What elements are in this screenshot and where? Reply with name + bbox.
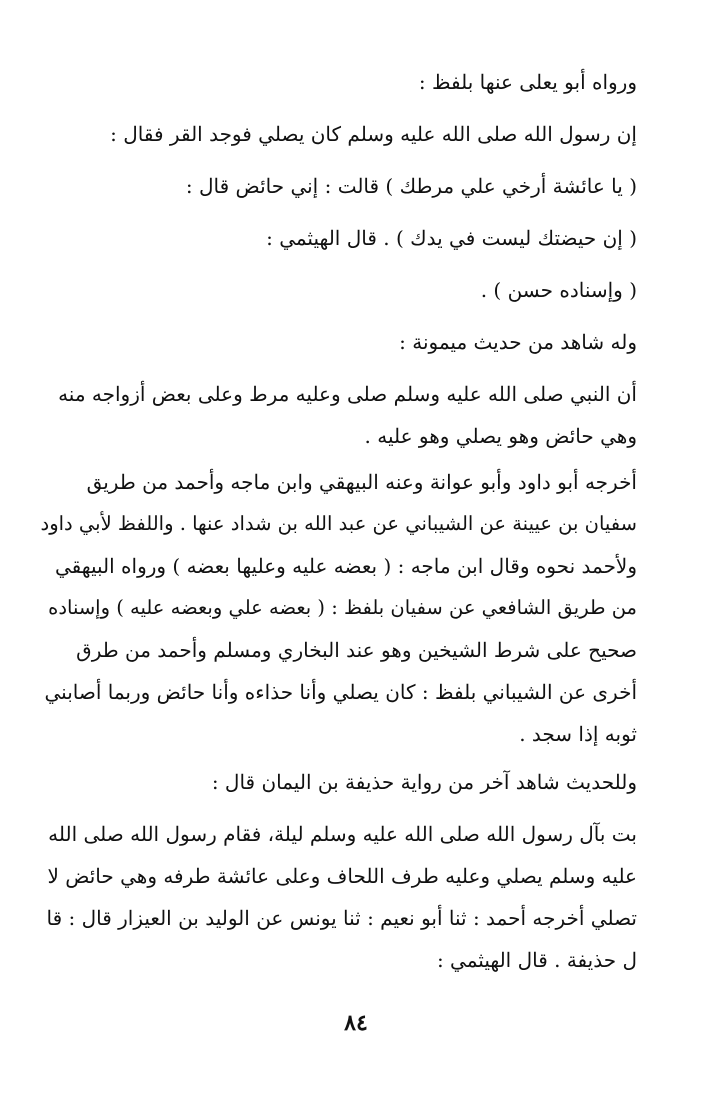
text-line: وله شاهد من حديث ميمونة : xyxy=(399,330,637,354)
text-line: ولأحمد نحوه وقال ابن ماجه : ( بعضه عليه وعليها بعضه ) ورواه البيهقي xyxy=(54,554,637,578)
text-line: ( وإسناده حسن ) . xyxy=(480,278,637,302)
text-line: إن رسول الله صلى الله عليه وسلم كان يصلي فوجد القر فقال : xyxy=(110,122,637,146)
text-line: أخرى عن الشيباني بلفظ : كان يصلي وأنا حذاءه وأنا حائض وربما أصابني xyxy=(44,680,637,704)
text-line: ل حذيفة . قال الهيثمي : xyxy=(436,948,637,972)
text-line: ورواه أبو يعلى عنها بلفظ : xyxy=(418,70,637,94)
text-line: من طريق الشافعي عن سفيان بلفظ : ( بعضه علي وبعضه عليه ) وإسناده xyxy=(48,596,637,619)
text-line: بت بآل رسول الله صلى الله عليه وسلم ليلة، فقام رسول الله صلى الله xyxy=(48,822,637,846)
text-line: عليه وسلم يصلي وعليه طرف اللحاف وعلى عائشة طرفه وهي حائض لا xyxy=(47,864,637,888)
text-line: تصلي أخرجه أحمد : ثنا أبو نعيم : ثنا يونس عن الوليد بن العيزار قال : قا xyxy=(46,906,637,930)
text-line: وللحديث شاهد آخر من رواية حذيفة بن اليمان قال : xyxy=(211,770,637,794)
text-line: سفيان بن عيينة عن الشيباني عن عبد الله بن شداد عنها . واللفظ لأبي داود xyxy=(40,512,637,535)
page-number: ٨٤ xyxy=(344,1010,368,1036)
text-line: أخرجه أبو داود وأبو عوانة وعنه البيهقي وابن ماجه وأحمد من طريق xyxy=(86,470,637,494)
text-line: أن النبي صلى الله عليه وسلم صلى وعليه مرط وعلى بعض أزواجه منه xyxy=(58,382,637,406)
text-line: وهي حائض وهو يصلي وهو عليه . xyxy=(364,424,637,448)
text-line: ( يا عائشة أرخي علي مرطك ) قالت : إني حائض قال : xyxy=(185,174,637,198)
text-line: صحيح على شرط الشيخين وهو عند البخاري ومسلم وأحمد من طرق xyxy=(76,638,637,662)
text-line: ( إن حيضتك ليست في يدك ) . قال الهيثمي : xyxy=(266,226,637,250)
text-line: ثوبه إذا سجد . xyxy=(519,722,637,746)
